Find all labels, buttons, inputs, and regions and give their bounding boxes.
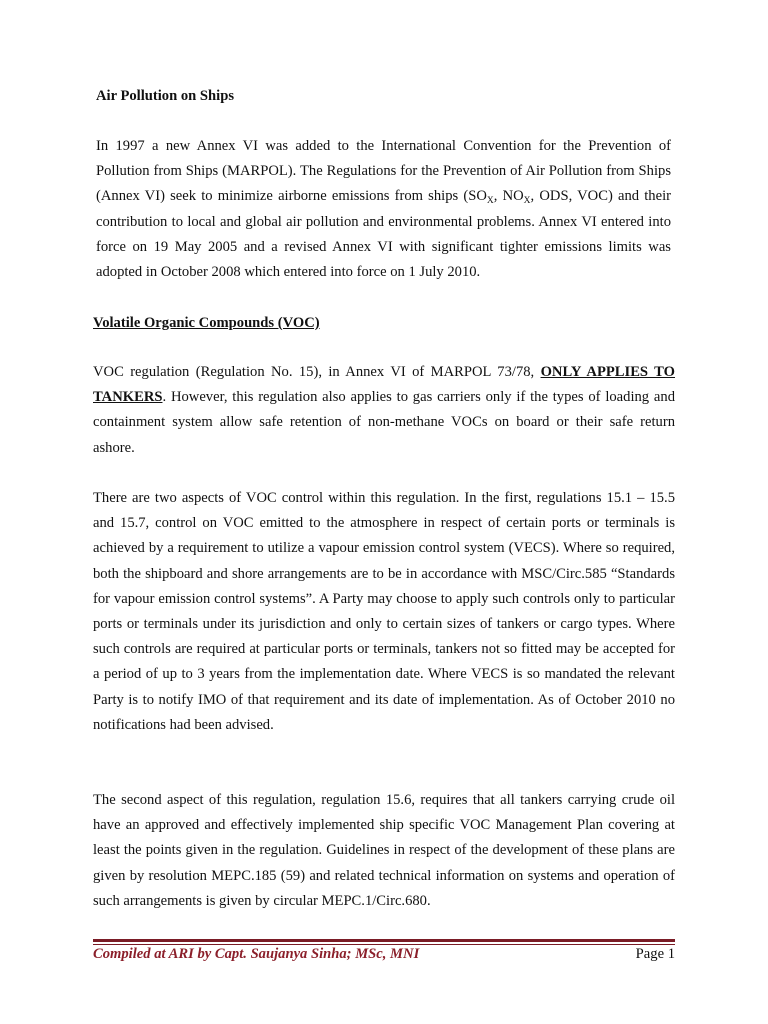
voc-text-after: . However, this regulation also applies to gas carriers only if the types of loading and containment system allow safe retention of non-methane VOCs on board or their safe return ashore. bbox=[93, 389, 675, 456]
aspects-paragraph: There are two aspects of VOC control within this regulation. In the first, regulations 15.1 – 15.5 and 15.7, control on VOC emitted to the atmosphere in respect of certain ports or terminals is achieved by a requirement to utilize a vapour emission control system (VECS). Where so required, both the shipboard and shore arrangements are to be in accordance with MSC/Circ.585 “Standards for vapour emission control systems”. A Party may choose to apply such controls only to particular ports or terminals under its jurisdiction and only to certain sizes of tankers or cargo types. Where such controls are required at particular ports or terminals, tankers not so fitted may be accepted for a period of up to 3 years from the implementation date. Where VECS is so mandated the relevant Party is to notify IMO of that requirement and its date of implementation. As of October 2010 no notifications had been advised. bbox=[93, 490, 675, 733]
footer-rule-thick bbox=[93, 939, 675, 942]
page-number: Page 1 bbox=[635, 946, 675, 962]
section-heading-voc: Volatile Organic Compounds (VOC) bbox=[93, 315, 320, 331]
sox-subscript: X bbox=[486, 196, 494, 207]
footer-rule-thin bbox=[93, 944, 675, 945]
second-aspect-paragraph: The second aspect of this regulation, regulation 15.6, requires that all tankers carrying crude oil have an approved and effectively implemented ship specific VOC Management Plan covering at least the points given in the regulation. Guidelines in respect of the development of these plans are given by resolution MEPC.185 (59) and related technical information on systems and operation of such arrangements is given by circular MEPC.1/Circ.680. bbox=[93, 792, 675, 909]
only-applies-emphasis: ONLY APPLIES TO TANKERS bbox=[93, 364, 675, 406]
intro-text-3: , ODS, VOC) and their contribution to local and global air pollution and environmental problems. Annex VI entered into force on 19 May 2005 and a revised Annex VI with significant tighter emissions limits was adopted in October 2008 which entered into force on 1 July 2010. bbox=[96, 188, 671, 281]
footer-credit: Compiled at ARI by Capt. Saujanya Sinha; MSc, MNI bbox=[93, 946, 420, 962]
voc-paragraph bbox=[93, 360, 675, 461]
nox-subscript: X bbox=[523, 196, 531, 207]
intro-text-1: In 1997 a new Annex VI was added to the International Convention for the Prevention of Pollution from Ships (MARPOL). The Regulations for the Prevention of Air Pollution from Ships (Annex VI) seek to minimize airborne emissions from ships (SO bbox=[96, 138, 671, 205]
document-title: Air Pollution on Ships bbox=[96, 88, 235, 104]
intro-paragraph bbox=[96, 134, 671, 285]
voc-text-before: VOC regulation (Regulation No. 15), in Annex VI of MARPOL 73/78, bbox=[93, 364, 541, 380]
intro-text-2: , NO bbox=[493, 188, 524, 205]
